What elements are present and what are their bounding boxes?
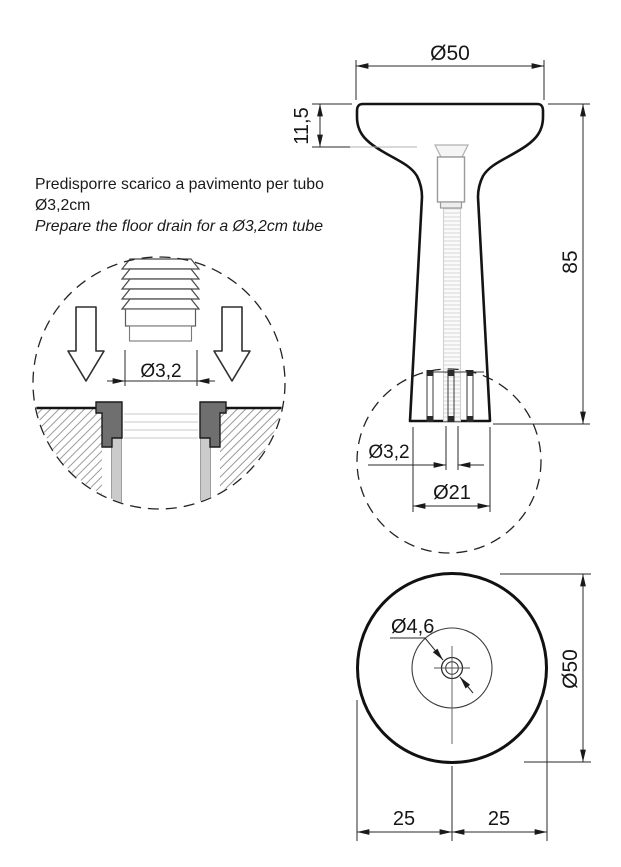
floor-hatch-left xyxy=(28,408,102,514)
drain-funnel xyxy=(435,145,468,157)
dim-label-hole-diameter: Ø4,6 xyxy=(391,616,435,638)
drain-collar xyxy=(441,202,462,208)
dim-label-base-diameter: Ø21 xyxy=(433,482,471,504)
side-view xyxy=(291,42,590,553)
corrugated-hose xyxy=(444,206,461,421)
dim-label-right-offset: 25 xyxy=(487,808,511,830)
drain-body xyxy=(438,157,465,202)
dim-label-detail-tube: Ø3,2 xyxy=(140,361,182,382)
down-arrow-left xyxy=(68,307,104,381)
installation-note-english: Prepare the floor drain for a Ø3,2cm tube xyxy=(35,218,324,235)
installation-note-italian: Predisporre scarico a pavimento per tubo Ø3,2cm xyxy=(35,176,324,214)
floor-drain-detail xyxy=(28,257,294,514)
dimension-top-diameter xyxy=(356,42,544,100)
dimension-detail-tube xyxy=(107,350,215,386)
down-arrow-right xyxy=(214,307,250,381)
plan-view xyxy=(357,574,591,842)
dim-label-base-tube: Ø3,2 xyxy=(368,442,410,463)
dimension-base-diameter xyxy=(413,427,490,512)
dim-label-top-diameter: Ø50 xyxy=(430,42,470,65)
dim-label-left-offset: 25 xyxy=(392,808,416,830)
drain-pipe-right xyxy=(201,438,211,504)
dim-label-total-height: 85 xyxy=(559,250,582,274)
corrugated-tube xyxy=(122,259,199,341)
dim-label-plan-diameter: Ø50 xyxy=(559,649,582,689)
dimension-base-tube xyxy=(368,426,484,470)
installation-note xyxy=(35,174,331,237)
drain-hole-lines xyxy=(124,414,198,438)
drain-pipe-left xyxy=(112,438,122,504)
dim-label-rim-height: 11,5 xyxy=(291,107,313,145)
floor-hatch-right xyxy=(220,408,294,514)
